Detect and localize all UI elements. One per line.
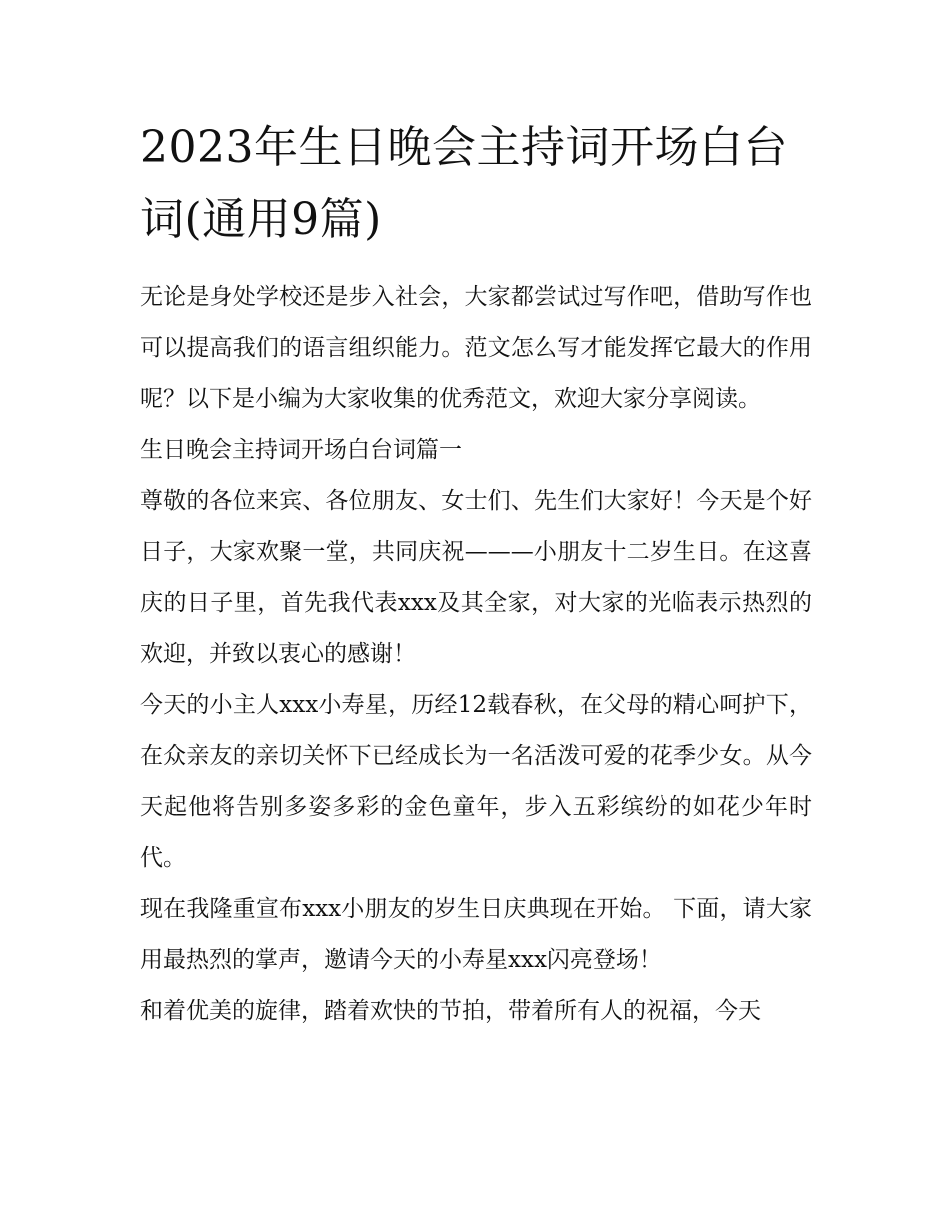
body-paragraph: 和着优美的旋律，踏着欢快的节拍，带着所有人的祝福，今天 [140, 998, 761, 1024]
body-paragraph: 尊敬的各位来宾、各位朋友、女士们、先生们大家好！今天是个好日子，大家欢聚一堂，共同庆祝———小朋友十二岁生日。在这喜庆的日子里，首先我代表xxx及其全家，对大家的光临表示热烈的欢迎，并致以衷心的感谢！ [140, 488, 812, 667]
document-title: 2023年生日晚会主持词开场白台词(通用9篇) [140, 122, 788, 245]
document-body [140, 112, 812, 1037]
section-heading: 生日晚会主持词开场白台词篇一 [140, 437, 462, 463]
intro-paragraph: 无论是身处学校还是步入社会，大家都尝试过写作吧，借助写作也可以提高我们的语言组织能力。范文怎么写才能发挥它最大的作用呢？以下是小编为大家收集的优秀范文，欢迎大家分享阅读。 [140, 284, 812, 412]
body-paragraph: 今天的小主人xxx小寿星，历经12载春秋，在父母的精心呵护下，在众亲友的亲切关怀下已经成长为一名活泼可爱的花季少女。从今天起他将告别多姿多彩的金色童年，步入五彩缤纷的如花少年时代。 [140, 692, 812, 871]
body-paragraph: 现在我隆重宣布xxx小朋友的岁生日庆典现在开始。 下面，请大家用最热烈的掌声，邀请今天的小寿星xxx闪亮登场！ [140, 896, 812, 973]
